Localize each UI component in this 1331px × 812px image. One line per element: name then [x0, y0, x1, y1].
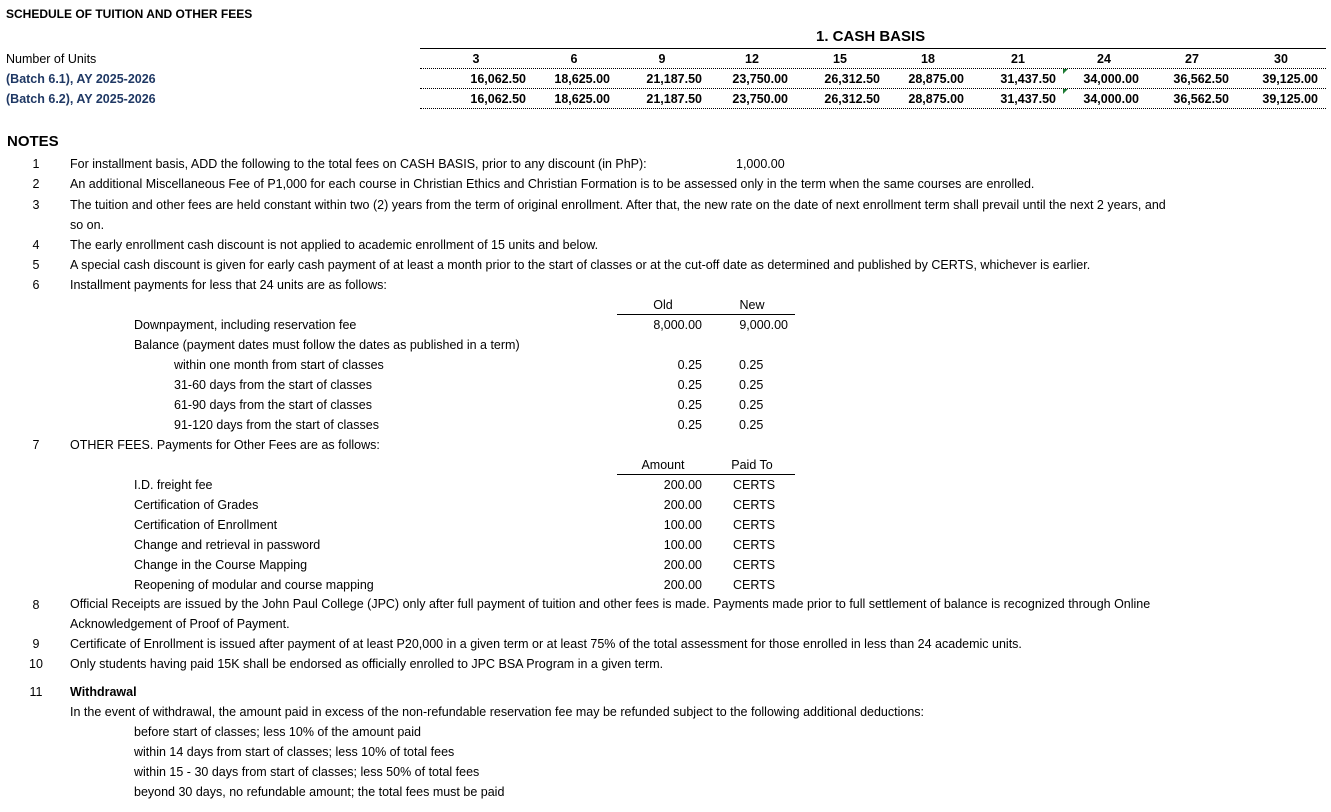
other-fees-col-amount: Amount — [641, 458, 685, 472]
withdrawal-item: beyond 30 days, no refundable amount; the total fees must be paid — [134, 785, 505, 799]
fee-cell: 26,312.50 — [824, 72, 880, 86]
fee-cell: 16,062.50 — [470, 72, 526, 86]
fee-cell: 18,625.00 — [554, 72, 610, 86]
withdrawal-item: before start of classes; less 10% of the amount paid — [134, 725, 421, 739]
note-text: OTHER FEES. Payments for Other Fees are as follows: — [70, 438, 380, 452]
note-number: 6 — [32, 278, 40, 292]
note-number: 8 — [32, 598, 40, 612]
note-number: 9 — [32, 637, 40, 651]
other-fee-paid-to: CERTS — [733, 538, 776, 552]
note-text: The tuition and other fees are held constant within two (2) years from the term of original enrollment. After that, the new rate on the date of next enrollment term shall prevail until the next 2 years, and — [70, 198, 1166, 212]
installment-new: 0.25 — [739, 398, 764, 412]
fee-cell: 39,125.00 — [1262, 72, 1318, 86]
note-text: Official Receipts are issued by the John Paul College (JPC) only after full payment of tuition and other fees is made. Payments made prior to full settlement of balance is recognized through Online — [70, 597, 1151, 611]
batch-label: (Batch 6.1), AY 2025-2026 — [6, 72, 156, 86]
other-fee-paid-to: CERTS — [733, 478, 776, 492]
note-text: Acknowledgement of Proof of Payment. — [70, 617, 290, 631]
units-header-cell: 27 — [1185, 52, 1199, 66]
installment-new: 0.25 — [739, 418, 764, 432]
units-header-cell: 30 — [1274, 52, 1288, 66]
other-fee-label: I.D. freight fee — [134, 478, 213, 492]
other-fee-amount: 100.00 — [663, 518, 702, 532]
other-fee-paid-to: CERTS — [733, 518, 776, 532]
other-fee-paid-to: CERTS — [733, 578, 776, 592]
other-fee-label: Change in the Course Mapping — [134, 558, 308, 572]
other-fee-amount: 200.00 — [663, 478, 702, 492]
other-fee-label: Change and retrieval in password — [134, 538, 321, 552]
installment-col-old: Old — [653, 298, 673, 312]
installment-label: within one month from start of classes — [174, 358, 384, 372]
note-text: An additional Miscellaneous Fee of P1,000 for each course in Christian Ethics and Christian Formation is to be assessed only in the term when the same courses are enrolled. — [70, 177, 1035, 191]
fee-cell: 31,437.50 — [1000, 92, 1056, 106]
note-number: 7 — [32, 438, 40, 452]
note-number: 5 — [32, 258, 40, 272]
installment-old: 0.25 — [677, 378, 702, 392]
note-number: 4 — [32, 238, 40, 252]
note-number: 10 — [29, 657, 43, 671]
installment-old: 0.25 — [677, 358, 702, 372]
installment-col-new: New — [739, 298, 765, 312]
note-number: 1 — [32, 157, 40, 171]
units-header-cell: 12 — [745, 52, 759, 66]
installment-label: Downpayment, including reservation fee — [134, 318, 357, 332]
other-fee-amount: 200.00 — [663, 578, 702, 592]
fee-cell: 28,875.00 — [908, 92, 964, 106]
withdrawal-item: within 15 - 30 days from start of classes; less 50% of total fees — [134, 765, 480, 779]
installment-old: 8,000.00 — [653, 318, 702, 332]
units-header-cell: 15 — [833, 52, 847, 66]
units-header-cell: 6 — [570, 52, 578, 66]
fee-cell: 31,437.50 — [1000, 72, 1056, 86]
other-fee-paid-to: CERTS — [733, 558, 776, 572]
installment-new: 0.25 — [739, 358, 764, 372]
installment-label: 91-120 days from the start of classes — [174, 418, 379, 432]
units-header-cell: 18 — [921, 52, 935, 66]
batch-label: (Batch 6.2), AY 2025-2026 — [6, 92, 156, 106]
note-text: Installment payments for less that 24 units are as follows: — [70, 278, 387, 292]
installment-label: 31-60 days from the start of classes — [174, 378, 373, 392]
withdrawal-heading: Withdrawal — [70, 685, 137, 699]
notes-heading: NOTES — [7, 133, 59, 150]
fee-cell: 34,000.00 — [1083, 72, 1139, 86]
other-fee-amount: 100.00 — [663, 538, 702, 552]
other-fee-label: Reopening of modular and course mapping — [134, 578, 374, 592]
units-header-cell: 9 — [658, 52, 666, 66]
note-number: 3 — [32, 198, 40, 212]
units-header-cell: 24 — [1097, 52, 1111, 66]
fee-cell: 18,625.00 — [554, 92, 610, 106]
note-text: Certificate of Enrollment is issued after payment of at least P20,000 in a given term or at least 75% of the total assessment for those enrolled in less than 24 academic units. — [70, 637, 1022, 651]
fee-cell: 21,187.50 — [646, 92, 702, 106]
other-fee-label: Certification of Grades — [134, 498, 259, 512]
note-text: so on. — [70, 218, 105, 232]
note-text: Only students having paid 15K shall be endorsed as officially enrolled to JPC BSA Program in a given term. — [70, 657, 664, 671]
installment-new: 0.25 — [739, 378, 764, 392]
other-fees-col-paid-to: Paid To — [731, 458, 773, 472]
fee-cell: 39,125.00 — [1262, 92, 1318, 106]
cash-basis-title: 1. CASH BASIS — [816, 28, 926, 45]
note-text: For installment basis, ADD the following to the total fees on CASH BASIS, prior to any discount (in PhP): — [70, 157, 647, 171]
note-text: In the event of withdrawal, the amount paid in excess of the non-refundable reservation fee may be refunded subject to the following additional deductions: — [70, 705, 925, 719]
fee-cell: 23,750.00 — [732, 72, 788, 86]
comment-marker-icon — [1063, 69, 1068, 74]
installment-old: 0.25 — [677, 418, 702, 432]
installment-label: 61-90 days from the start of classes — [174, 398, 373, 412]
units-header-cell: 3 — [472, 52, 480, 66]
fee-cell: 34,000.00 — [1083, 92, 1139, 106]
fee-cell: 16,062.50 — [470, 92, 526, 106]
fee-cell: 36,562.50 — [1173, 92, 1229, 106]
other-fee-amount: 200.00 — [663, 498, 702, 512]
note-number: 11 — [29, 685, 43, 699]
units-header-cell: 21 — [1011, 52, 1025, 66]
note-number: 2 — [32, 177, 40, 191]
comment-marker-icon — [1063, 89, 1068, 94]
installment-old: 0.25 — [677, 398, 702, 412]
withdrawal-item: within 14 days from start of classes; less 10% of total fees — [134, 745, 455, 759]
fee-cell: 21,187.50 — [646, 72, 702, 86]
units-label: Number of Units — [6, 52, 97, 66]
other-fee-label: Certification of Enrollment — [134, 518, 278, 532]
installment-label: Balance (payment dates must follow the dates as published in a term) — [134, 338, 520, 352]
fee-cell: 26,312.50 — [824, 92, 880, 106]
note-text: The early enrollment cash discount is not applied to academic enrollment of 15 units and below. — [70, 238, 599, 252]
other-fee-paid-to: CERTS — [733, 498, 776, 512]
note-text: A special cash discount is given for early cash payment of at least a month prior to the start of classes or at the cut-off date as determined and published by CERTS, whichever is earlier. — [70, 258, 1091, 272]
page-title: SCHEDULE OF TUITION AND OTHER FEES — [6, 7, 253, 21]
fee-cell: 28,875.00 — [908, 72, 964, 86]
fee-cell: 36,562.50 — [1173, 72, 1229, 86]
fee-cell: 23,750.00 — [732, 92, 788, 106]
note-amount: 1,000.00 — [736, 157, 785, 171]
other-fee-amount: 200.00 — [663, 558, 702, 572]
installment-new: 9,000.00 — [739, 318, 788, 332]
